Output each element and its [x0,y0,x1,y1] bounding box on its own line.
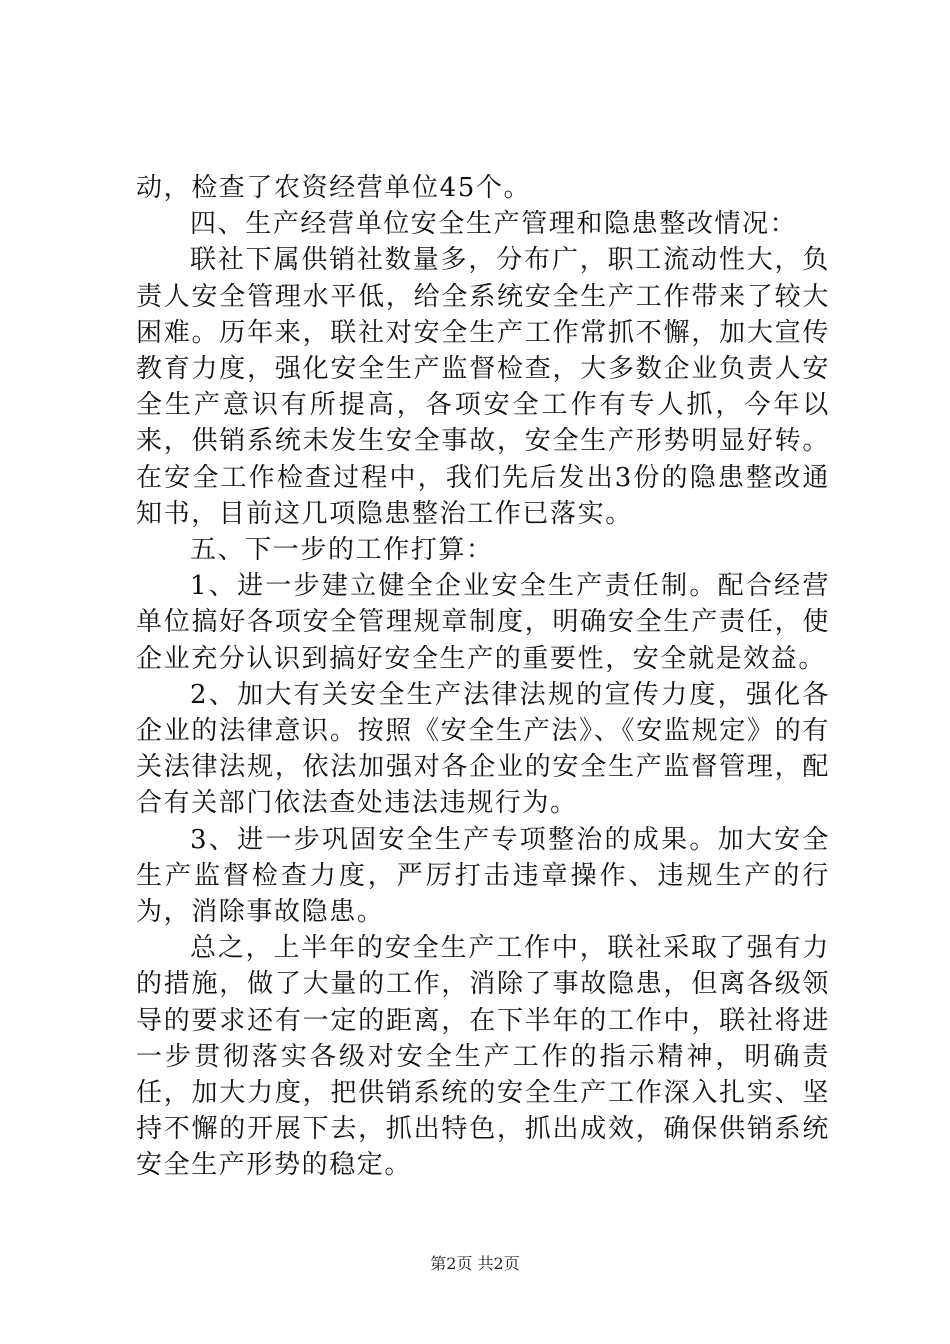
list-item-2: 2、加大有关安全生产法律法规的宣传力度，强化各企业的法律意识。按照《安全生产法》、《安监规定》的有关法律法规，依法加强对各企业的安全生产监督管理，配合有关部门依法查处违法违规行为。 [136,679,830,819]
list-item-3: 3、进一步巩固安全生产专项整治的成果。加大安全生产监督检查力度，严厉打击违章操作、违规生产的行为，消除事故隐患。 [136,824,830,928]
document-body [136,170,830,1184]
page-number: 第2页 共2页 [430,1254,520,1273]
section-heading-5: 五、下一步的工作打算： [190,535,494,566]
paragraph-safety-management: 联社下属供销社数量多，分布广，职工流动性大，负责人安全管理水平低，给全系统安全生产工作带来了较大困难。历年来，联社对安全生产工作常抓不懈，加大宣传教育力度，强化安全生产监督检查，大多数企业负责人安全生产意识有所提高，各项安全工作有专人抓，今年以来，供销系统未发生安全事故，安全生产形势明显好转。在安全工作检查过程中，我们先后发出3份的隐患整改通知书，目前这几项隐患整治工作已落实。 [136,245,830,529]
page-footer [0,1254,950,1274]
list-item-1: 1、进一步建立健全企业安全生产责任制。配合经营单位搞好各项安全管理规章制度，明确安全生产责任，使企业充分认识到搞好安全生产的重要性，安全就是效益。 [136,571,830,674]
section-heading-4: 四、生产经营单位安全生产管理和隐患整改情况： [190,209,798,240]
paragraph-continuation: 动，检查了农资经营单位45个。 [136,173,532,203]
paragraph-conclusion: 总之，上半年的安全生产工作中，联社采取了强有力的措施，做了大量的工作，消除了事故隐患，但离各级领导的要求还有一定的距离，在下半年的工作中，联社将进一步贯彻落实各级对安全生产工作的指示精神，明确责任，加大力度，把供销系统的安全生产工作深入扎实、坚持不懈的开展下去，抓出特色，抓出成效，确保供销系统安全生产形势的稳定。 [136,933,830,1181]
